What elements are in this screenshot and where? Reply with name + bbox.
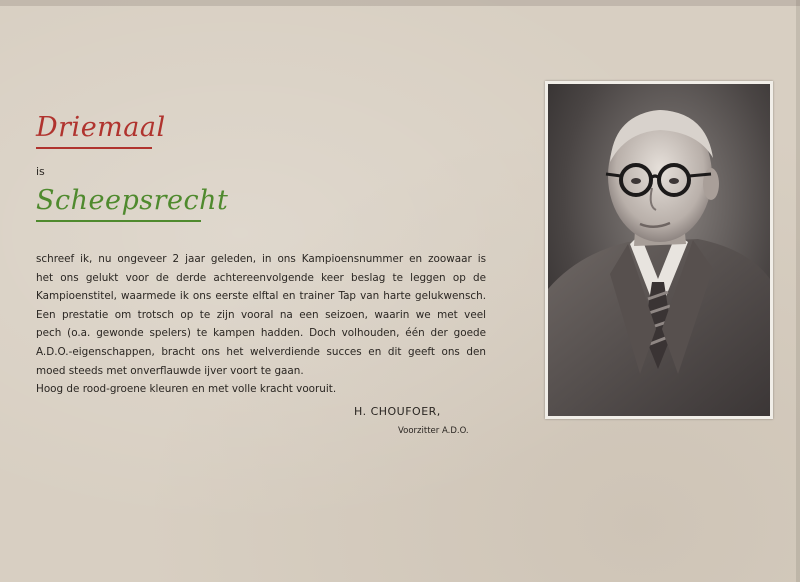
body-line: moed steeds met onverflauwde ijver voort te gaan. [36,364,304,377]
body-line: schreef ik, nu ongeveer 2 jaar geleden, in ons Kampioensnummer en zoowaar is [36,253,486,265]
signature-name: H. CHOUFOER, [354,405,441,418]
page-edge-top [0,0,800,6]
portrait-photo [548,84,770,416]
page-edge-right [796,0,800,582]
body-line: A.D.O.-eigenschappen, bracht ons het welverdiende succes en dit geeft ons den [36,345,486,358]
signature-role: Voorzitter A.D.O. [398,426,469,436]
portrait-illustration [548,84,770,416]
body-line: Hoog de rood-groene kleuren en met volle kracht vooruit. [36,383,337,396]
heading-underline-red [36,147,152,149]
body-line: pech (o.a. gewonde spelers) te kampen hadden. Doch volhouden, één der goede [36,327,486,340]
body-line: Kampioenstitel, waarmede ik ons eerste elftal en trainer Tap van harte gelukwensch. [36,290,486,303]
body-paragraph [36,250,486,399]
body-line: het ons gelukt voor de derde achtereenvolgende keer beslag te leggen op de [36,271,486,284]
heading-connector: is [36,165,45,178]
heading-underline-green [36,220,201,222]
heading-scheepsrecht: Scheepsrecht [36,185,229,216]
heading-driemaal: Driemaal [36,112,166,143]
body-line: Een prestatie om trotsch op te zijn vooral na een seizoen, waarin we met veel [36,308,486,321]
